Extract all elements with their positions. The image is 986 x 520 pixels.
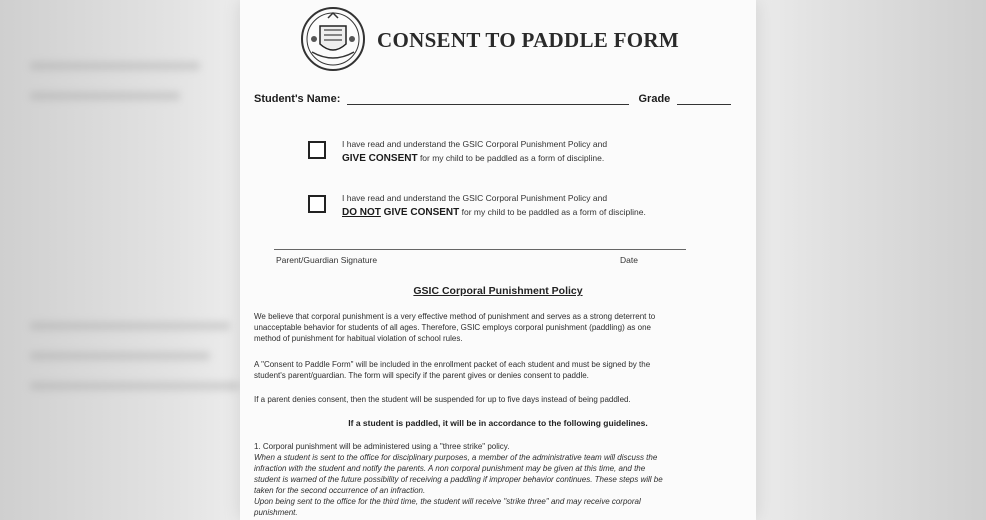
rule-1-detail-line: infraction with the student and notify the parents. A non corporal punishment may be given at this time, and the: [254, 464, 646, 473]
signature-line[interactable]: [274, 249, 686, 250]
policy-p3-line: If a parent denies consent, then the student will be suspended for up to five days instead of being paddled.: [254, 395, 631, 404]
rule-1-detail-line: Upon being sent to the office for the third time, the student will receive "strike three" and may receive corporal: [254, 497, 641, 506]
policy-paragraph-1: [254, 311, 724, 344]
rule-1-detail-line: taken for the second occurrence of an infraction.: [254, 486, 426, 495]
policy-p2-line: student's parent/guardian. The form will specify if the parent gives or denies consent to paddle.: [254, 371, 589, 380]
grade-label: Grade: [638, 93, 671, 105]
policy-p1-line: method of punishment for habitual violation of school rules.: [254, 334, 463, 343]
policy-paragraph-2: [254, 359, 724, 381]
date-label: Date: [620, 255, 638, 265]
student-name-field[interactable]: [347, 94, 629, 105]
deny-consent-emphasis: GIVE CONSENT: [380, 207, 460, 218]
student-name-label: Student's Name:: [254, 93, 341, 105]
deny-consent-text: [342, 191, 646, 220]
rule-1-detail-line: student is warned of the future possibility of receiving a paddling if improper behavior continues. These steps will be: [254, 475, 663, 484]
policy-p1-line: unacceptable behavior for students of all ages. Therefore, GSIC employs corporal punishment (paddling) as one: [254, 323, 651, 332]
give-consent-line1: I have read and understand the GSIC Corporal Punishment Policy and: [342, 139, 608, 149]
give-consent-rest: for my child to be paddled as a form of discipline.: [417, 153, 605, 163]
give-consent-line2: [342, 151, 607, 166]
student-name-row: [254, 93, 724, 105]
deny-consent-line1: I have read and understand the GSIC Corporal Punishment Policy and: [342, 193, 608, 203]
deny-consent-checkbox[interactable]: [308, 195, 326, 213]
deny-consent-rest: for my child to be paddled as a form of discipline.: [459, 207, 646, 217]
school-seal-icon: [300, 6, 366, 72]
guidelines-heading: If a student is paddled, it will be in accordance to the following guidelines.: [348, 418, 648, 428]
policy-title: GSIC Corporal Punishment Policy: [413, 285, 583, 297]
policy-rule-1: [254, 441, 724, 518]
policy-p1-line: We believe that corporal punishment is a very effective method of punishment and serves as a strong deterrent to: [254, 312, 656, 321]
signature-label: Parent/Guardian Signature: [276, 255, 378, 265]
grade-field[interactable]: [677, 94, 731, 105]
form-header: [300, 6, 700, 72]
rule-1-detail-line: When a student is sent to the office for disciplinary purposes, a member of the administrative team will discuss the: [254, 453, 658, 462]
form-title: CONSENT TO PADDLE FORM: [377, 28, 680, 52]
give-consent-text: [342, 137, 607, 166]
policy-paragraph-3: [254, 394, 724, 405]
rule-1-detail-line: punishment.: [254, 508, 298, 517]
rule-1-heading: 1. Corporal punishment will be administered using a "three strike" policy.: [254, 442, 510, 451]
give-consent-emphasis: GIVE CONSENT: [342, 153, 418, 164]
deny-consent-line2: [342, 205, 646, 220]
policy-p2-line: A "Consent to Paddle Form" will be included in the enrollment packet of each student and must be signed by the: [254, 360, 651, 369]
document-page: [240, 0, 756, 520]
do-not-emphasis: DO NOT: [342, 207, 381, 218]
give-consent-checkbox[interactable]: [308, 141, 326, 159]
